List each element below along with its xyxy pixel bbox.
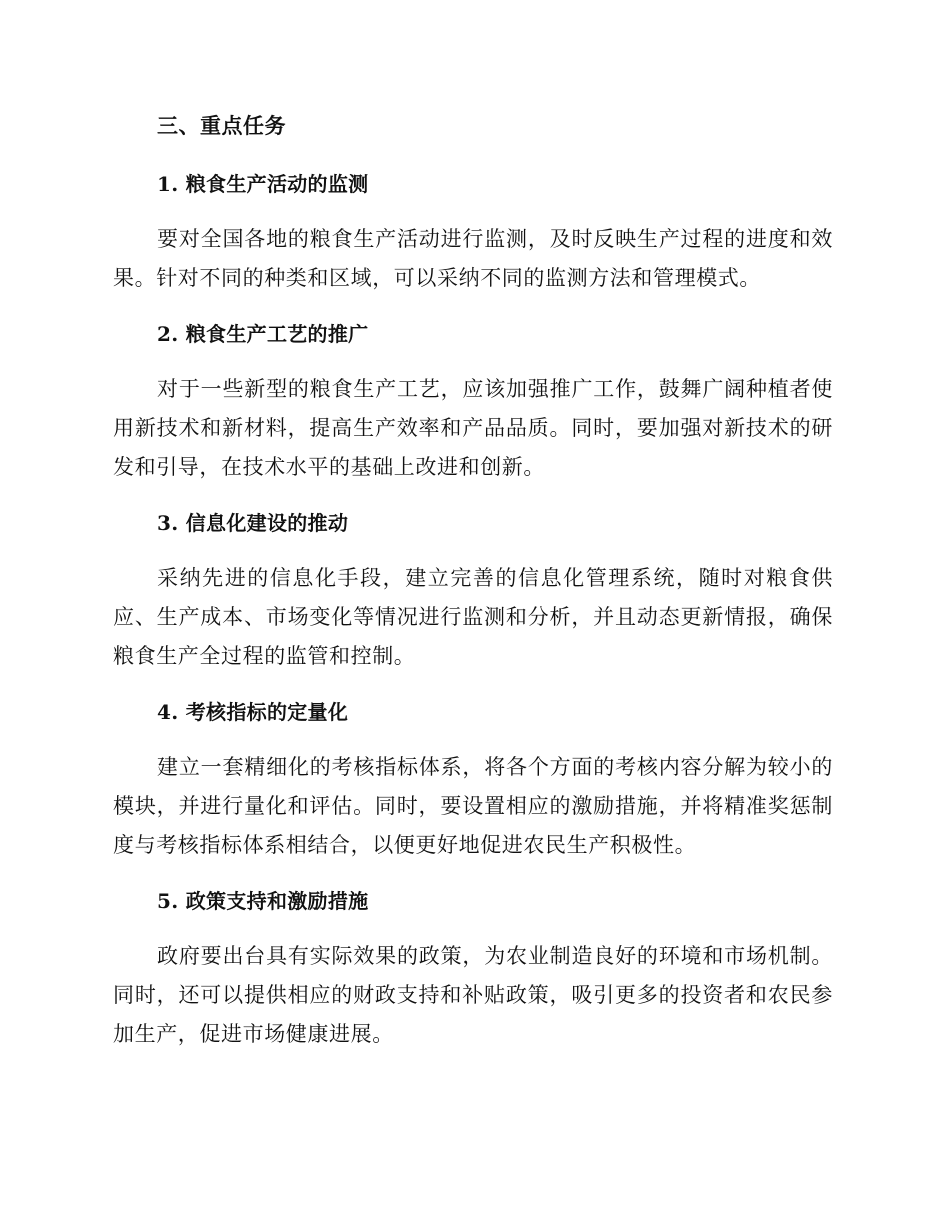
item-body-3: 采纳先进的信息化手段，建立完善的信息化管理系统，随时对粮食供应、生产成本、市场变化等情况进行监测和分析，并且动态更新情报，确保粮食生产全过程的监管和控制。 xyxy=(113,566,833,668)
section-title: 三、重点任务 xyxy=(157,113,286,138)
item-heading-2: 2. 粮食生产工艺的推广 xyxy=(157,322,369,346)
item-body-5: 政府要出台具有实际效果的政策，为农业制造良好的环境和市场机制。同时，还可以提供相应的财政支持和补贴政策，吸引更多的投资者和农民参加生产，促进市场健康进展。 xyxy=(113,944,833,1046)
item-body-2: 对于一些新型的粮食生产工艺，应该加强推广工作，鼓舞广阔种植者使用新技术和新材料，提高生产效率和产品品质。同时，要加强对新技术的研发和引导，在技术水平的基础上改进和创新。 xyxy=(113,377,833,479)
document-content xyxy=(113,104,833,1054)
item-heading-3: 3. 信息化建设的推动 xyxy=(157,511,349,535)
item-body-4: 建立一套精细化的考核指标体系，将各个方面的考核内容分解为较小的模块，并进行量化和评估。同时，要设置相应的激励措施，并将精准奖惩制度与考核指标体系相结合，以便更好地促进农民生产积极性。 xyxy=(113,755,833,857)
item-heading-4: 4. 考核指标的定量化 xyxy=(157,700,349,724)
item-heading-5: 5. 政策支持和激励措施 xyxy=(157,889,369,913)
item-heading-1: 1. 粮食生产活动的监测 xyxy=(157,172,369,196)
item-body-1: 要对全国各地的粮食生产活动进行监测，及时反映生产过程的进度和效果。针对不同的种类和区域，可以采纳不同的监测方法和管理模式。 xyxy=(113,227,833,290)
